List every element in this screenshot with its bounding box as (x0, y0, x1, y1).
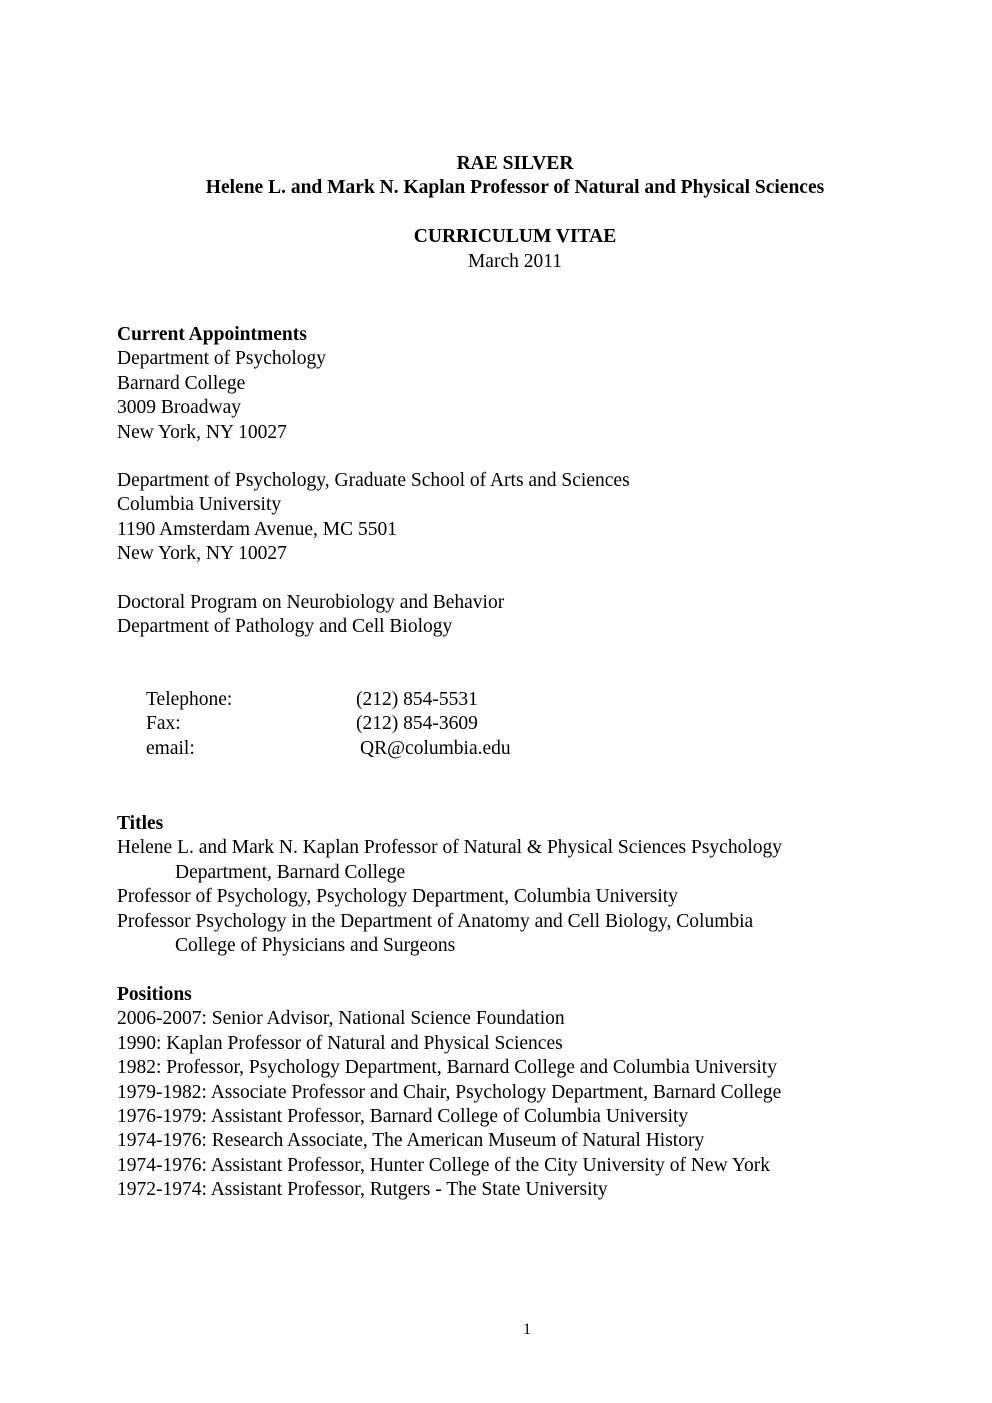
appointment-line: Columbia University (117, 494, 282, 516)
fax-row (146, 712, 646, 736)
appointment-line: Doctoral Program on Neurobiology and Behavior (117, 592, 505, 613)
position-entry: 1979-1982: Associate Professor and Chair, Psychology Department, Barnard College (117, 1081, 782, 1103)
title-entry: Professor of Psychology, Psychology Department, Columbia University (117, 886, 678, 908)
fax-label: Fax: (146, 713, 181, 735)
appointment-line: Department of Psychology, Graduate School of Arts and Sciences (117, 470, 630, 491)
positions-heading: Positions (117, 984, 192, 1005)
columbia-appointment (117, 469, 957, 567)
email-row (146, 737, 646, 761)
titles-section (117, 812, 957, 958)
position-entry: 1990: Kaplan Professor of Natural and Physical Sciences (117, 1032, 563, 1054)
email-label: email: (146, 737, 195, 759)
appointment-line: 1190 Amsterdam Avenue, MC 5501 (117, 518, 398, 540)
other-appointments (117, 591, 957, 640)
title-entry-continuation: College of Physicians and Surgeons (175, 935, 456, 957)
contact-info (146, 688, 646, 761)
author-name: RAE SILVER (456, 153, 574, 174)
position-entry: 1976-1979: Assistant Professor, Barnard College of Columbia University (117, 1106, 689, 1128)
position-entry: 1974-1976: Research Associate, The American Museum of Natural History (117, 1130, 705, 1152)
telephone-label: Telephone: (146, 689, 233, 710)
document-type: CURRICULUM VITAE (413, 226, 617, 248)
title-entry: Professor Psychology in the Department of Anatomy and Cell Biology, Columbia (117, 910, 754, 932)
cv-header (0, 152, 992, 274)
appointment-line: Department of Pathology and Cell Biology (117, 616, 453, 638)
positions-section (117, 983, 957, 1203)
telephone-row (146, 688, 646, 712)
spacer (0, 201, 992, 225)
position-entry: 1974-1976: Assistant Professor, Hunter College of the City University of New York (117, 1154, 770, 1176)
title-entry-continuation: Department, Barnard College (175, 861, 406, 883)
titles-heading: Titles (117, 813, 164, 834)
position-entry: 2006-2007: Senior Advisor, National Science Foundation (117, 1008, 565, 1030)
professorship-title: Helene L. and Mark N. Kaplan Professor of Natural and Physical Sciences (205, 177, 825, 199)
fax-value: (212) 854-3609 (356, 713, 478, 735)
appointment-line: New York, NY 10027 (117, 543, 287, 565)
email-value: QR@columbia.edu (360, 737, 511, 759)
appointment-line: Barnard College (117, 372, 246, 394)
document-date: March 2011 (467, 250, 563, 272)
appointment-line: New York, NY 10027 (117, 421, 287, 443)
telephone-value: (212) 854-5531 (356, 689, 478, 710)
appointments-section (117, 323, 957, 445)
appointment-line: Department of Psychology (117, 348, 327, 370)
position-entry: 1972-1974: Assistant Professor, Rutgers - The State University (117, 1179, 608, 1201)
title-entry: Helene L. and Mark N. Kaplan Professor of Natural & Physical Sciences Psychology (117, 837, 783, 859)
position-entry: 1982: Professor, Psychology Department, Barnard College and Columbia University (117, 1057, 777, 1079)
page-number: 1 (523, 1321, 531, 1338)
appointment-line: 3009 Broadway (117, 397, 242, 419)
appointments-heading: Current Appointments (117, 324, 307, 345)
